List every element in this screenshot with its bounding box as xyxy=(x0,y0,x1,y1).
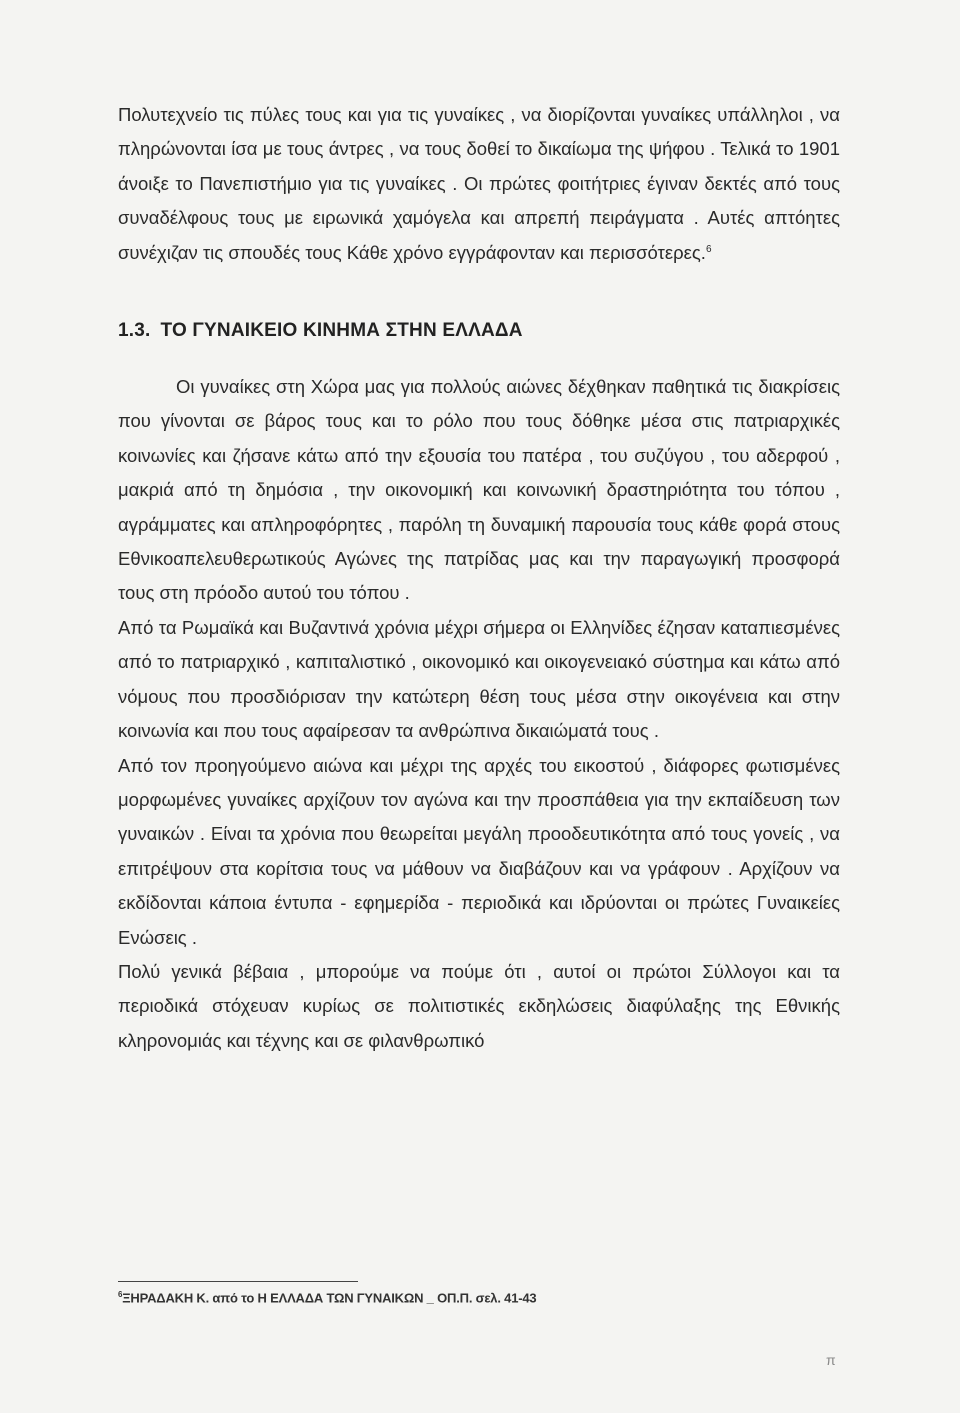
footnote-text: ΞΗΡΑΔΑΚΗ Κ. από το Η ΕΛΛΑΔΑ ΤΩΝ ΓΥΝΑΙΚΩΝ _ ΟΠ.Π. σελ. 41-43 xyxy=(122,1290,537,1306)
intro-paragraph xyxy=(118,98,840,270)
body-paragraph: Από τον προηγούμενο αιώνα και μέχρι της αρχές του εικοστού , διάφορες φωτισμένες μορφωμένες γυναίκες αρχίζουν τον αγώνα και την προσπάθεια για την εκπαίδευση των γυναικών . Είναι τα χρόνια που θεωρείται μεγάλη προοδευτικότητα από τους γονείς , να επιτρέψουν στα κορίτσια τους να μάθουν να διαβάζουν και να γράφουν . Αρχίζουν να εκδίδονται κάποια έντυπα - εφημερίδα - περιοδικά και ιδρύονται οι πρώτες Γυναικείες Ενώσεις . xyxy=(118,754,840,948)
intro-paragraph-text: Πολυτεχνείο τις πύλες τους και για τις γυναίκες , να διορίζονται γυναίκες υπάλληλοι , να πληρώνονται ίσα με τους άντρες , να τους δοθεί το δικαίωμα της ψήφου . Τελικά το 1901 άνοιξε το Πανεπιστήμιο για τις γυναίκες . Οι πρώτες φοιτήτριες έγιναν δεκτές από τους συναδέλφους τους με ειρωνικά χαμόγελα και απρεπή πειράγματα . Αυτές απτόητες συνέχιζαν τις σπουδές τους Κάθε χρόνο εγγράφονταν και περισσότερες. xyxy=(118,104,840,263)
section-title: ΤΟ ΓΥΝΑΙΚΕΙΟ ΚΙΝΗΜΑ ΣΤΗΝ ΕΛΛΑΔΑ xyxy=(160,320,523,342)
page-mark: π xyxy=(826,1352,836,1368)
footnote xyxy=(118,1290,818,1305)
section-number: 1.3. xyxy=(118,320,151,342)
section-heading xyxy=(118,320,840,342)
footnote-reference[interactable]: 6 xyxy=(705,243,712,255)
body-paragraph: Οι γυναίκες στη Χώρα μας για πολλούς αιώνες δέχθηκαν παθητικά τις διακρίσεις που γίνονται σε βάρος τους και το ρόλο που τους δόθηκε μέσα στις πατριαρχικές κοινωνίες και ζήσανε κάτω από την εξουσία του πατέρα , του συζύγου , του αδερφού , μακριά από τη δημόσια , την οικονομική και κοινωνική δραστηριότητα του τόπου , αγράμματες και απληροφόρητες , παρόλη τη δυναμική παρουσία τους κάθε φορά στους Εθνικοαπελευθερωτικούς Αγώνες της πατρίδας μας και την παραγωγική προσφορά τους στη πρόοδο αυτού του τόπου . xyxy=(118,376,840,604)
footnote-divider xyxy=(118,1281,358,1282)
document-body xyxy=(118,98,840,1058)
body-paragraph: Πολύ γενικά βέβαια , μπορούμε να πούμε ότι , αυτοί οι πρώτοι Σύλλογοι και τα περιοδικά στόχευαν κυρίως σε πολιτιστικές εκδηλώσεις διαφύλαξης της Εθνικής κληρονομιάς και τέχνης και σε φιλανθρωπικό xyxy=(118,960,840,1051)
body-paragraph: Από τα Ρωμαϊκά και Βυζαντινά χρόνια μέχρι σήμερα οι Ελληνίδες έζησαν καταπιεσμένες από το πατριαρχικό , καπιταλιστικό , οικονομικό και οικογενειακό σύστημα και κάτω από νόμους που προσδιόρισαν την κατώτερη θέση τους μέσα στην οικογένεια και στην κοινωνία και που τους αφαίρεσαν τα ανθρώπινα δικαιώματά τους . xyxy=(118,616,840,742)
footnote-marker: 6 xyxy=(118,1290,123,1299)
